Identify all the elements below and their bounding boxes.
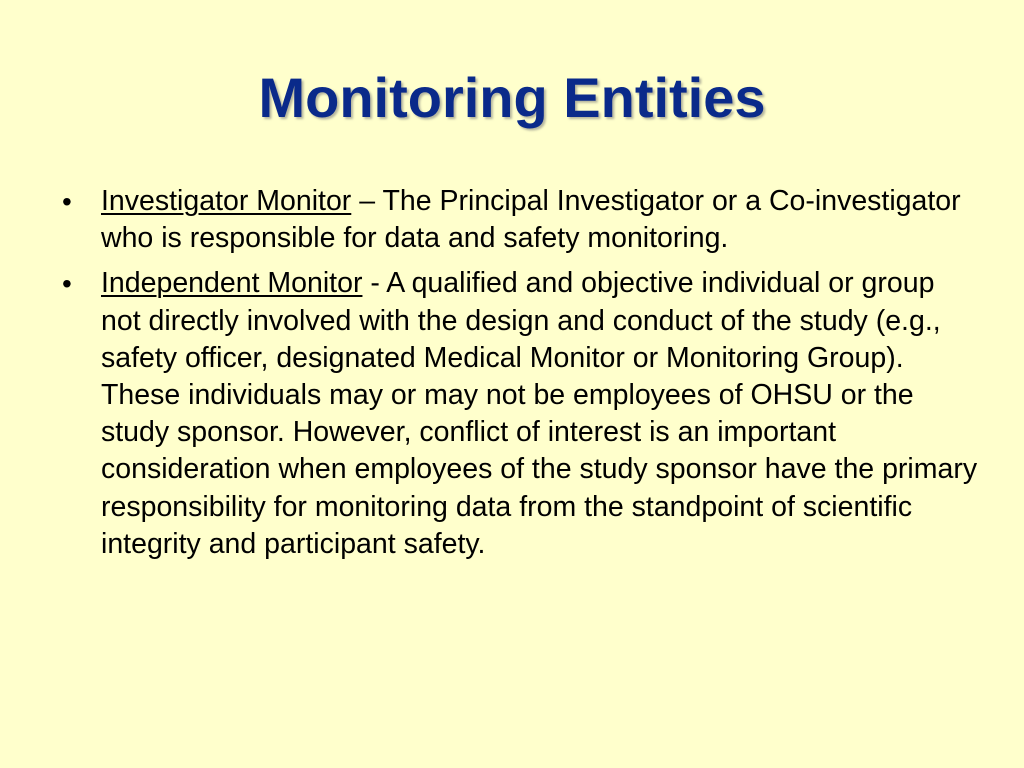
term-investigator-monitor: Investigator Monitor	[101, 185, 352, 217]
bullet-list	[58, 183, 978, 571]
bullet-item-independent-monitor	[58, 265, 978, 563]
bullet-icon: •	[62, 186, 72, 217]
definition-investigator-monitor: – The Principal Investigator or a Co-investigator who is responsible for data and safety monitoring.	[101, 185, 961, 255]
bullet-icon: •	[62, 268, 72, 300]
term-independent-monitor: Independent Monitor	[101, 267, 363, 300]
bullet-item-investigator-monitor	[58, 183, 978, 257]
slide-title: Monitoring Entities	[258, 66, 766, 129]
definition-independent-monitor: - A qualified and objective individual or group not directly involved with the design and conduct of the study (e.g., safety officer, designated Medical Monitor or Monitoring Group). These individuals may or may not be employees of OHSU or the study sponsor. However, conflict of interest is an important consideration when employees of the study sponsor have the primary responsibility for monitoring data from the standpoint of scientific integrity and participant safety.	[101, 267, 978, 560]
